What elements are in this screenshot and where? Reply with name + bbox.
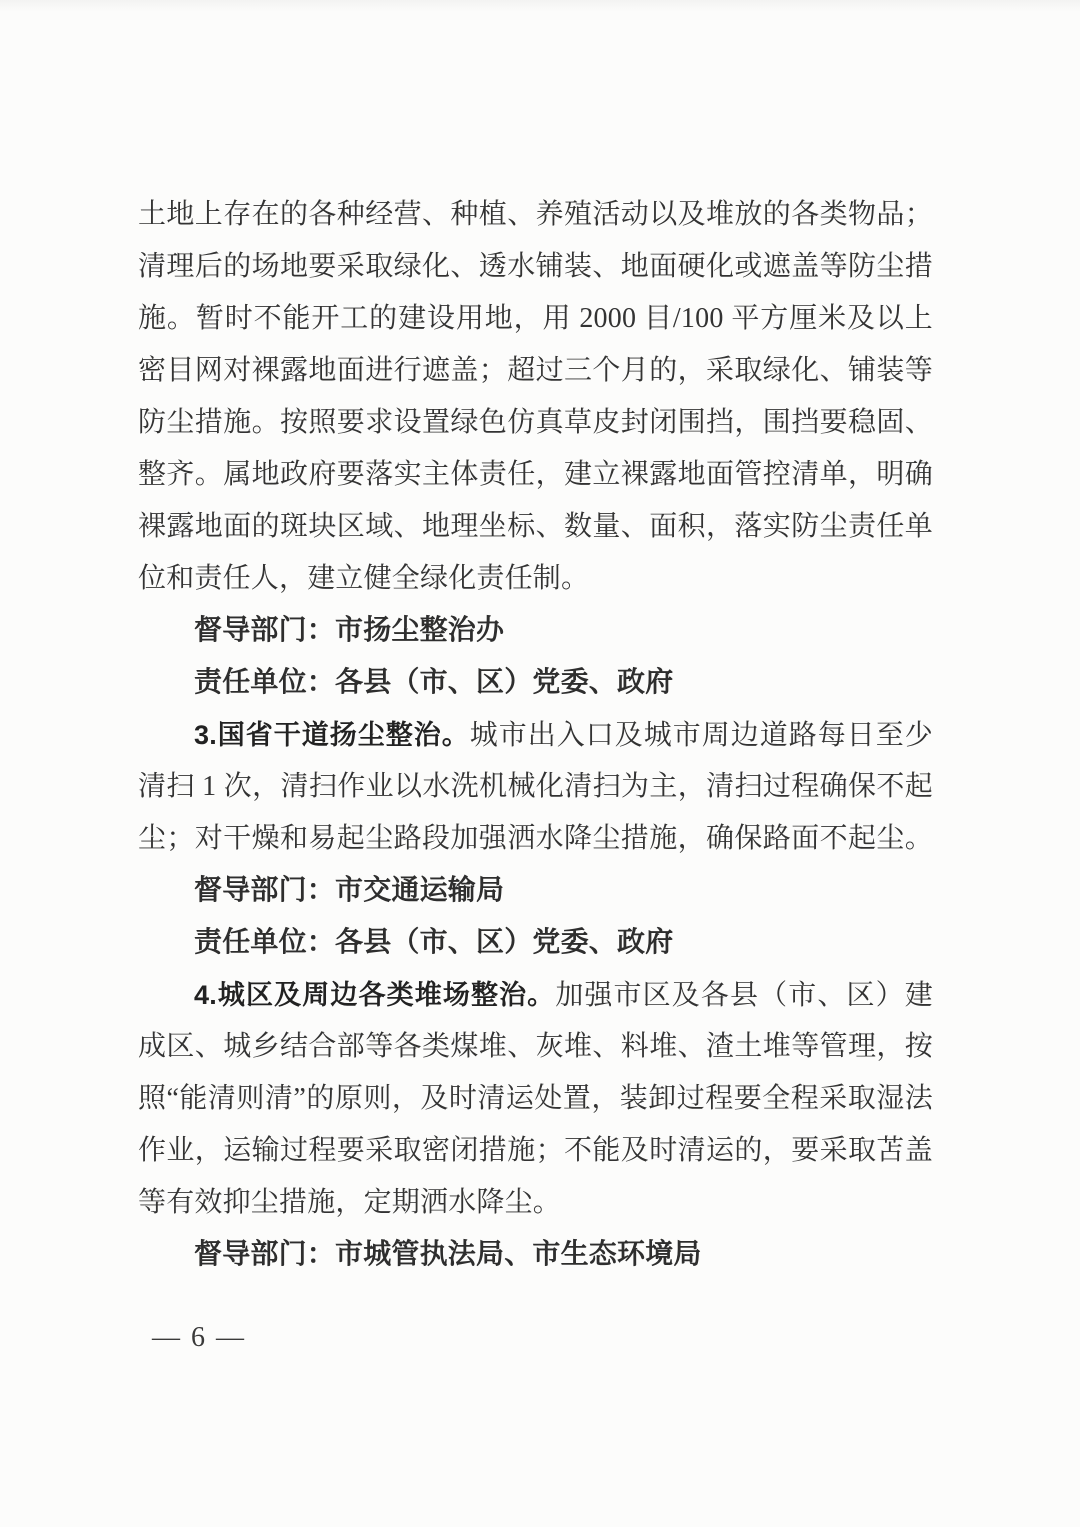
- line-text: 城市出入口及城市周边道路每日至少: [469, 720, 933, 751]
- body-line: [138, 1021, 933, 1073]
- body-line: [138, 345, 933, 397]
- body-line: [138, 761, 933, 813]
- body-line: [138, 293, 933, 345]
- line-text: 整齐。属地政府要落实主体责任，建立裸露地面管控清单，明确: [138, 459, 933, 490]
- body-line: [138, 553, 933, 605]
- line-text: 防尘措施。按照要求设置绿色仿真草皮封闭围挡，围挡要稳固、: [138, 407, 933, 438]
- line-text: 裸露地面的斑块区域、地理坐标、数量、面积，落实防尘责任单: [138, 511, 933, 542]
- line-text: 施。暂时不能开工的建设用地，用 2000 目/100 平方厘米及以上: [138, 303, 933, 334]
- line-text: 等有效抑尘措施，定期洒水降尘。: [138, 1187, 562, 1218]
- body-line: [138, 241, 933, 293]
- line-text: 督导部门：市城管执法局、市生态环境局: [194, 1239, 702, 1270]
- line-text: 尘；对干燥和易起尘路段加强洒水降尘措施，确保路面不起尘。: [138, 823, 933, 854]
- supervision-dept-line: [138, 605, 933, 657]
- body-line: [138, 1073, 933, 1125]
- section-4-heading-line: [138, 969, 933, 1021]
- body-line: [138, 1125, 933, 1177]
- line-text: 作业，运输过程要采取密闭措施；不能及时清运的，要采取苫盖: [138, 1135, 933, 1166]
- line-text: 责任单位：各县（市、区）党委、政府: [194, 667, 674, 698]
- supervision-dept-line: [138, 865, 933, 917]
- supervision-dept-line: [138, 1229, 933, 1281]
- body-line: [138, 813, 933, 865]
- line-text: 土地上存在的各种经营、种植、养殖活动以及堆放的各类物品；: [138, 199, 933, 230]
- body-line: [138, 397, 933, 449]
- section-3-heading: 3.国省干道扬尘整治。: [194, 720, 470, 750]
- line-text: 清理后的场地要采取绿化、透水铺装、地面硬化或遮盖等防尘措: [138, 251, 933, 282]
- section-4-heading: 4.城区及周边各类堆场整治。: [194, 980, 556, 1010]
- line-text: 责任单位：各县（市、区）党委、政府: [194, 927, 674, 958]
- body-line: [138, 501, 933, 553]
- line-text: 加强市区及各县（市、区）建: [555, 980, 933, 1011]
- line-text: 密目网对裸露地面进行遮盖；超过三个月的，采取绿化、铺装等: [138, 355, 933, 386]
- document-body: [138, 189, 933, 1281]
- body-line: [138, 449, 933, 501]
- responsible-unit-line: [138, 657, 933, 709]
- body-line: [138, 1177, 933, 1229]
- line-text: 清扫 1 次，清扫作业以水洗机械化清扫为主，清扫过程确保不起: [138, 771, 933, 802]
- section-3-heading-line: [138, 709, 933, 761]
- line-text: 位和责任人，建立健全绿化责任制。: [138, 563, 590, 594]
- line-text: 照“能清则清”的原则，及时清运处置，装卸过程要全程采取湿法: [138, 1083, 933, 1114]
- responsible-unit-line: [138, 917, 933, 969]
- page-number: — 6 —: [152, 1322, 246, 1353]
- line-text: 成区、城乡结合部等各类煤堆、灰堆、料堆、渣土堆等管理，按: [138, 1031, 933, 1062]
- line-text: 督导部门：市交通运输局: [194, 875, 505, 906]
- body-line: [138, 189, 933, 241]
- line-text: 督导部门：市扬尘整治办: [194, 615, 505, 646]
